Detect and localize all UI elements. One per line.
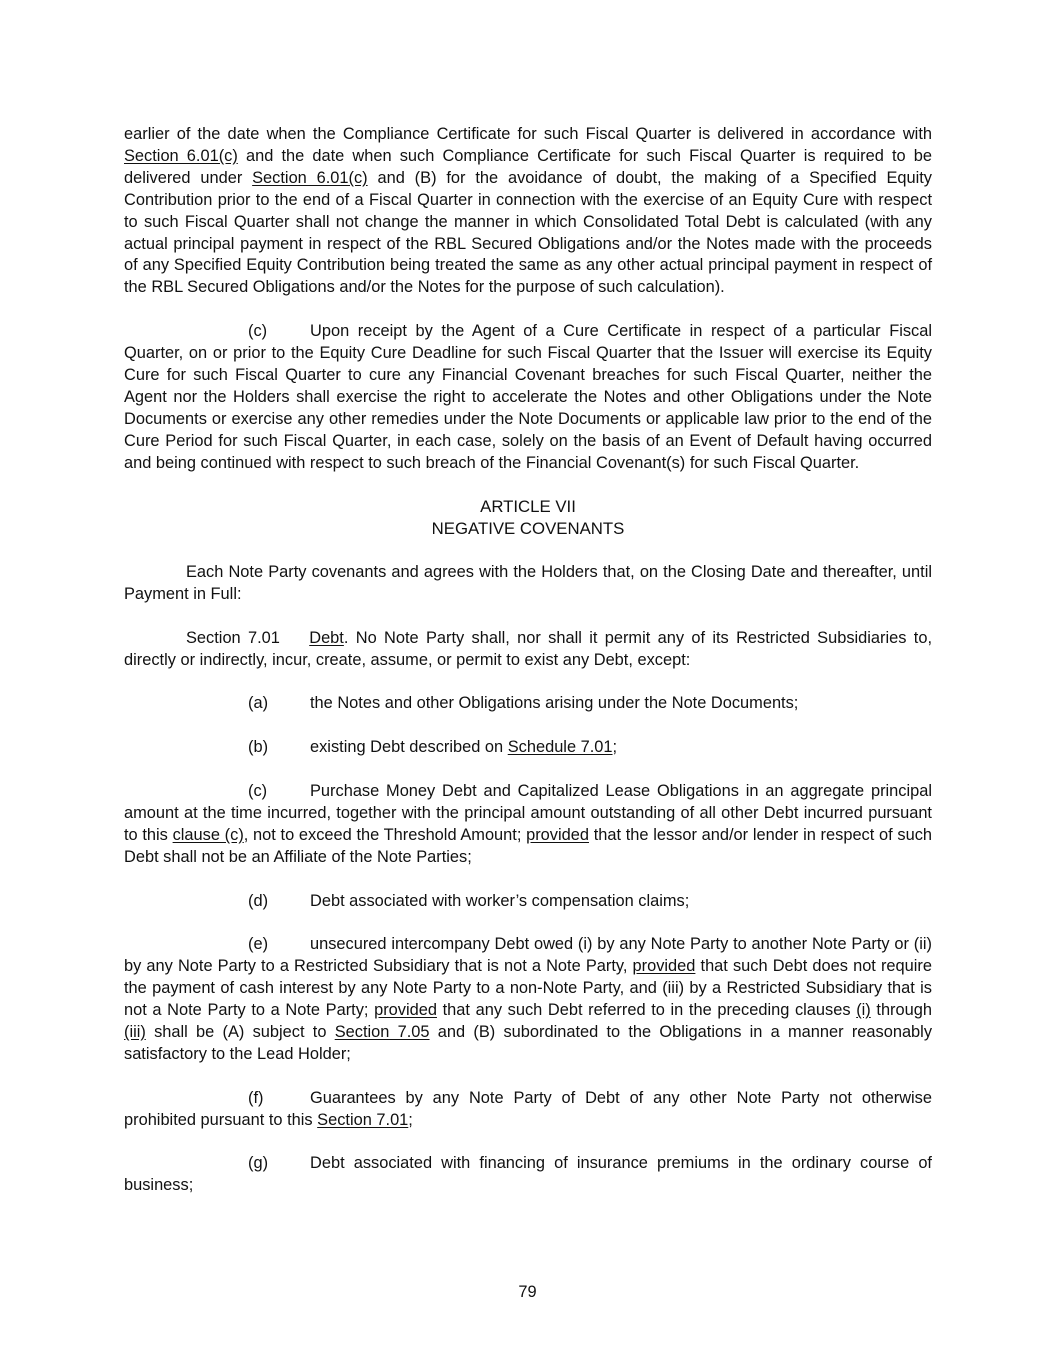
clause-f: (f) Guarantees by any Note Party of Debt of any other Note Party not otherwise prohibited pursuant to this Section 7.01;: [124, 1088, 932, 1129]
clause-d: (d) Debt associated with worker’s compensation claims;: [124, 891, 932, 913]
cross-reference-link: Section 7.01: [317, 1110, 409, 1129]
clause-reference: clause (c): [172, 825, 244, 844]
document-page: [124, 124, 932, 1197]
clause-a: (a) the Notes and other Obligations arising under the Note Documents;: [124, 693, 932, 715]
clause-c: (c) Purchase Money Debt and Capitalized Lease Obligations in an aggregate principal amount at the time incurred, together with the principal amount outstanding of all other Debt incurred pursuant to this clause (c), not to exceed the Threshold Amount; provided that the lessor and/or lender in respect of such Debt shall not be an Affiliate of the Note Parties;: [124, 782, 933, 866]
article-number: ARTICLE VII: [480, 497, 576, 517]
cross-reference-link: Section 7.05: [334, 1023, 430, 1042]
clause-reference: (iii): [124, 1023, 146, 1042]
clause-label: (d): [248, 891, 269, 910]
continued-paragraph: earlier of the date when the Compliance Certificate for such Fiscal Quarter is delivered in accordance with Section 6.01(c) and the date when such Compliance Certificate for such Fiscal Quarter is required to be delivered under Section 6.01(c) and (B) for the avoidance of doubt, the making of a Specified Equity Contribution prior to the end of a Fiscal Quarter in connection with the exercise of an Equity Cure with respect to such Fiscal Quarter shall not change the manner in which Consolidated Total Debt is calculated (with any actual principal payment in respect of the RBL Secured Obligations and/or the Notes made with the proceeds of any Specified Equity Contribution being treated the same as any other actual principal payment in respect of the RBL Secured Obligations and/or the Notes for the purpose of such calculation).: [124, 125, 933, 297]
section-7-01: Section 7.01 Debt. No Note Party shall, nor shall it permit any of its Restricted Subsidiaries to, directly or indirectly, incur, create, assume, or permit to exist any Debt, except:: [124, 628, 933, 669]
page-number: 79: [518, 1283, 537, 1301]
cross-reference-link: Section 6.01(c): [124, 146, 238, 165]
clause-label: (c): [248, 322, 268, 341]
clause-reference: (i): [856, 1001, 871, 1020]
clause-b: (b) existing Debt described on Schedule 7.01;: [124, 737, 932, 759]
proviso-term: provided: [374, 1001, 437, 1020]
clause-g: (g) Debt associated with financing of insurance premiums in the ordinary course of business;: [124, 1154, 932, 1195]
proviso-term: provided: [526, 825, 589, 844]
article-intro: Each Note Party covenants and agrees with the Holders that, on the Closing Date and thereafter, until Payment in Full:: [124, 563, 932, 603]
clause-label: (g): [248, 1154, 269, 1173]
clause-label: (e): [248, 935, 269, 954]
paragraph-c: (c) Upon receipt by the Agent of a Cure Certificate in respect of a particular Fiscal Quarter, on or prior to the Equity Cure Deadline for such Fiscal Quarter that the Issuer will exercise its Equity Cure for such Fiscal Quarter to cure any Financial Covenant breaches for such Fiscal Quarter, neither the Agent nor the Holders shall exercise the right to accelerate the Notes and other Obligations under the Note Documents or exercise any other remedies under the Note Documents or applicable law prior to the end of the Cure Period for such Fiscal Quarter, in each case, solely on the basis of an Event of Default having occurred and being continued with respect to such breach of the Financial Covenant(s) for such Fiscal Quarter.: [124, 322, 932, 472]
clause-label: (a): [248, 694, 269, 713]
clause-label: (f): [248, 1088, 264, 1107]
section-heading: Debt: [309, 628, 344, 647]
section-number: Section 7.01: [186, 628, 280, 647]
schedule-reference: Schedule 7.01: [507, 738, 613, 757]
article-title: NEGATIVE COVENANTS: [431, 519, 625, 539]
proviso-term: provided: [632, 957, 696, 976]
clause-label: (b): [248, 738, 269, 757]
clause-e: (e) unsecured intercompany Debt owed (i) by any Note Party to another Note Party or (ii) by any Note Party to a Restricted Subsidiary that is not a Note Party, provided that such Debt does not require the payment of cash interest by any Note Party to a non-Note Party, and (iii) by a Restricted Subsidiary that is not a Note Party to a Note Party; provided that any such Debt referred to in the preceding clauses (i) through (iii) shall be (A) subject to Section 7.05 and (B) subordinated to the Obligations in a manner reasonably satisfactory to the Lead Holder;: [124, 935, 933, 1063]
clause-label: (c): [248, 782, 268, 801]
cross-reference-link: Section 6.01(c): [252, 168, 368, 187]
